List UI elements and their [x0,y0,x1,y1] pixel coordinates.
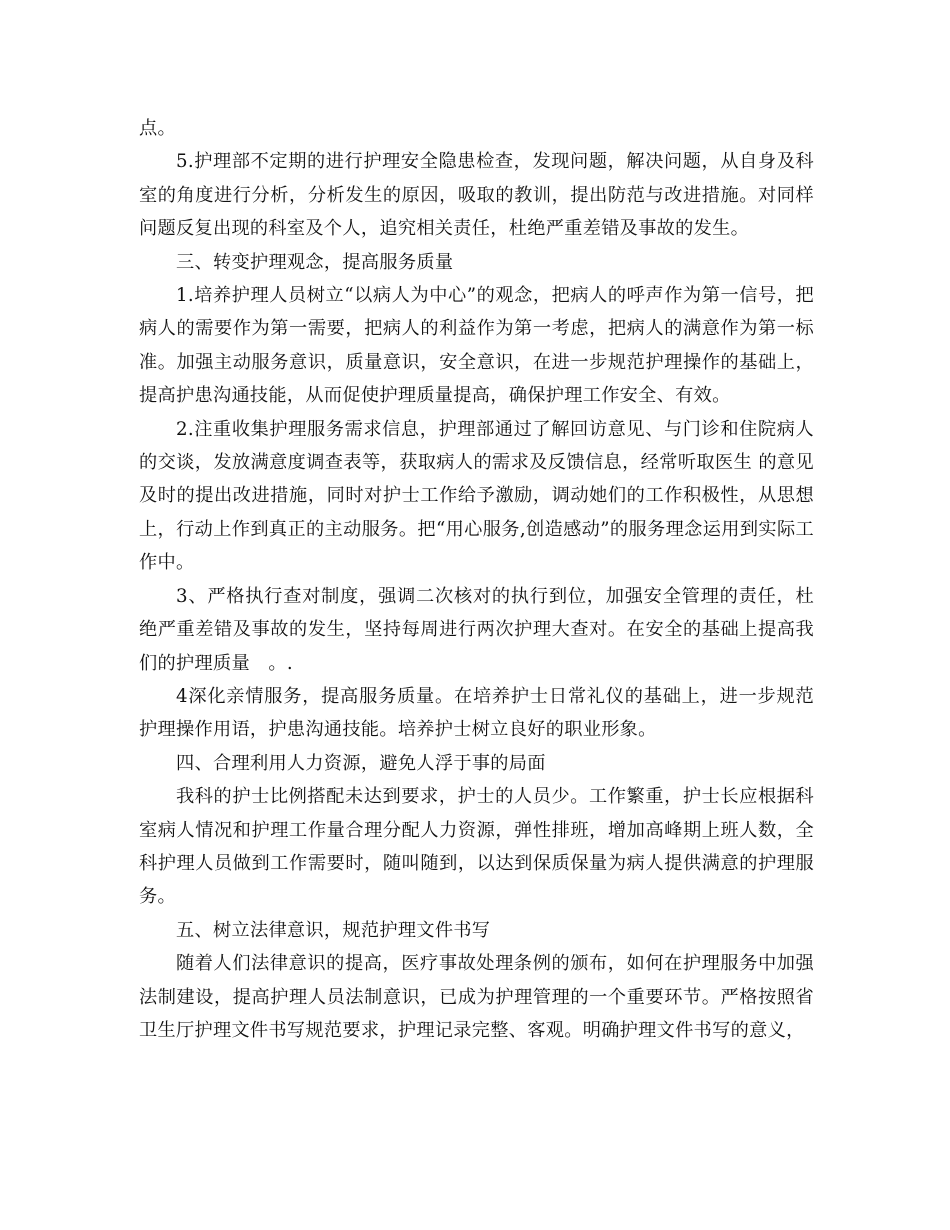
paragraph-item-2: 2.注重收集护理服务需求信息，护理部通过了解回访意见、与门诊和住院病人的交谈，发放满意度调查表等，获取病人的需求及反馈信息，经常听取医生 的意见及时的提出改进措施，同时对护士工作给予激励，调动她们的工作积极性，从思想上，行动上作到真正的主动服务。把“用心服务,创造感动”的服务理念运用到实际工作中。 [139,418,814,574]
paragraph-staffing: 我科的护士比例搭配未达到要求，护士的人员少。工作繁重，护士长应根据科室病人情况和护理工作量合理分配人力资源，弹性排班，增加高峰期上班人数，全科护理人员做到工作需要时，随叫随到，以达到保质保量为病人提供满意的护理服务。 [139,786,814,908]
document-body [139,112,814,1047]
paragraph-legal: 随着人们法律意识的提高，医疗事故处理条例的颁布，如何在护理服务中加强法制建设，提高护理人员法制意识，已成为护理管理的一个重要环节。严格按照省卫生厅护理文件书写规范要求，护理记录完整、客观。明确护理文件书写的意义， [139,953,814,1041]
paragraph-item-3: 3、严格执行查对制度，强调二次核对的执行到位，加强安全管理的责任，杜绝严重差错及事故的发生，坚持每周进行两次护理大查对。在安全的基础上提高我们的护理质量 。. [139,585,814,674]
paragraph-item-4: 4深化亲情服务，提高服务质量。在培养护士日常礼仪的基础上，进一步规范护理操作用语，护患沟通技能。培养护士树立良好的职业形象。 [139,685,814,741]
section-heading-4: 四、合理利用人力资源，避免人浮于事的局面 [176,752,546,774]
paragraph-item-5: 5.护理部不定期的进行护理安全隐患检查，发现问题，解决问题，从自身及科室的角度进行分析，分析发生的原因，吸取的教训，提出防范与改进措施。对同样问题反复出现的科室及个人，追究相关责任，杜绝严重差错及事故的发生。 [139,151,814,240]
section-heading-3: 三、转变护理观念，提高服务质量 [176,251,454,273]
paragraph-continuation: 点。 [139,118,176,139]
paragraph-item-1: 1.培养护理人员树立“以病人为中心”的观念，把病人的呼声作为第一信号，把病人的需要作为第一需要，把病人的利益作为第一考虑，把病人的满意作为第一标准。加强主动服务意识，质量意识，安全意识，在进一步规范护理操作的基础上，提高护患沟通技能，从而促使护理质量提高，确保护理工作安全、有效。 [139,285,814,407]
section-heading-5: 五、树立法律意识，规范护理文件书写 [176,919,491,941]
